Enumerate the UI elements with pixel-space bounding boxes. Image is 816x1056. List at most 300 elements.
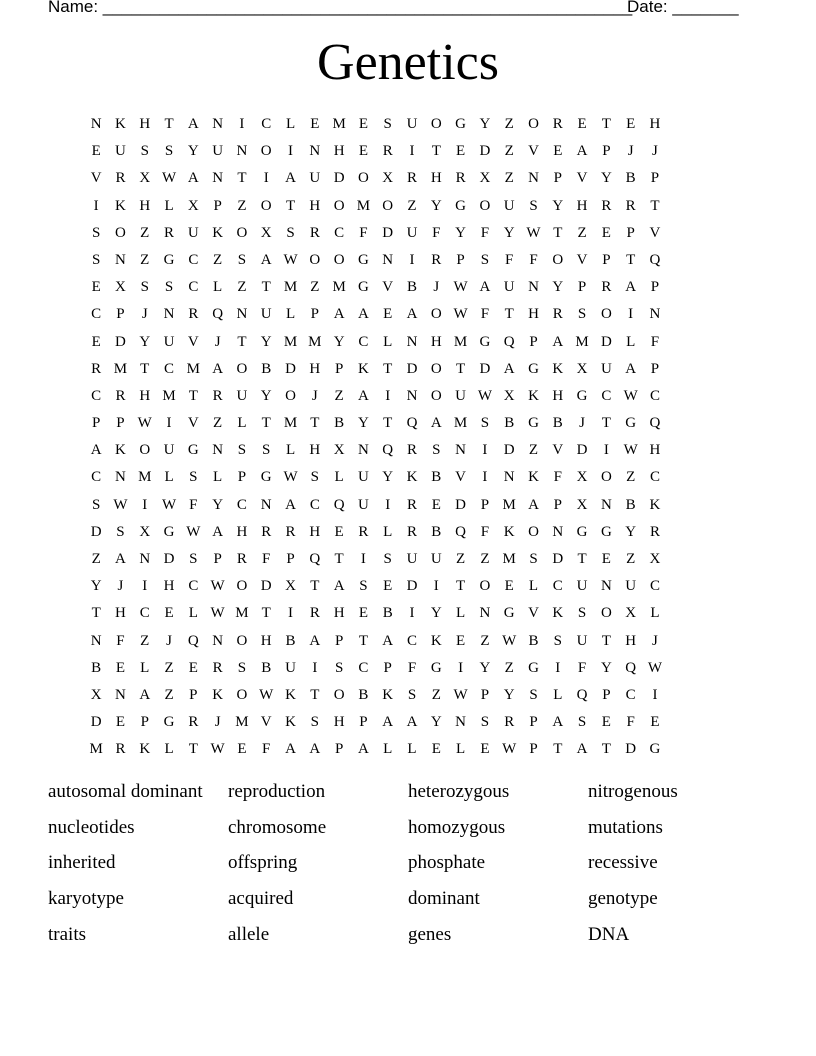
grid-letter[interactable]: T — [577, 551, 587, 567]
grid-letter[interactable]: I — [482, 442, 488, 459]
grid-letter[interactable]: R — [115, 741, 126, 758]
grid-letter[interactable]: A — [406, 306, 418, 323]
grid-letter[interactable]: P — [553, 496, 562, 513]
grid-letter[interactable]: N — [455, 442, 467, 459]
grid-letter[interactable]: H — [139, 116, 151, 132]
grid-letter[interactable]: I — [385, 496, 391, 513]
grid-letter[interactable]: W — [623, 387, 638, 404]
grid-letter[interactable]: U — [406, 551, 418, 567]
grid-letter[interactable]: T — [601, 632, 611, 649]
grid-letter[interactable]: Y — [503, 686, 515, 703]
grid-letter[interactable]: X — [649, 551, 661, 567]
grid-letter[interactable]: P — [602, 686, 611, 703]
grid-letter[interactable]: G — [625, 415, 637, 432]
grid-letter[interactable]: R — [407, 496, 418, 513]
grid-letter[interactable]: P — [91, 415, 101, 432]
grid-letter[interactable]: S — [91, 251, 101, 268]
grid-letter[interactable]: F — [116, 632, 125, 649]
grid-letter[interactable]: Y — [260, 387, 272, 404]
grid-letter[interactable]: W — [453, 279, 468, 296]
grid-letter[interactable]: C — [649, 578, 660, 595]
grid-letter[interactable]: T — [383, 360, 393, 377]
grid-letter[interactable]: N — [163, 306, 175, 323]
grid-letter[interactable]: W — [502, 632, 517, 649]
grid-letter[interactable]: X — [260, 224, 272, 241]
grid-letter[interactable]: N — [90, 632, 102, 649]
grid-letter[interactable]: A — [333, 306, 345, 323]
grid-letter[interactable]: Y — [552, 197, 564, 214]
grid-letter[interactable]: S — [577, 306, 587, 323]
grid-letter[interactable]: V — [260, 714, 272, 731]
grid-letter[interactable]: Y — [139, 333, 151, 350]
grid-letter[interactable]: I — [288, 143, 294, 160]
grid-letter[interactable]: U — [163, 442, 175, 459]
grid-letter[interactable]: Q — [455, 523, 467, 540]
grid-letter[interactable]: M — [283, 279, 298, 296]
grid-letter[interactable]: U — [260, 306, 272, 323]
grid-letter[interactable]: Z — [140, 224, 150, 241]
grid-letter[interactable]: C — [91, 387, 102, 404]
grid-letter[interactable]: L — [650, 605, 660, 622]
grid-letter[interactable]: G — [455, 116, 467, 132]
grid-letter[interactable]: Q — [309, 551, 321, 567]
grid-letter[interactable]: S — [383, 116, 392, 132]
grid-letter[interactable]: N — [552, 523, 564, 540]
grid-letter[interactable]: Z — [310, 279, 320, 296]
grid-letter[interactable]: P — [334, 360, 344, 377]
grid-letter[interactable]: P — [213, 551, 222, 567]
grid-letter[interactable]: X — [285, 578, 296, 595]
grid-letter[interactable]: O — [333, 686, 345, 703]
grid-letter[interactable]: I — [409, 251, 415, 268]
grid-letter[interactable]: S — [189, 469, 198, 486]
grid-letter[interactable]: E — [358, 116, 368, 132]
grid-letter[interactable]: T — [650, 197, 660, 214]
grid-letter[interactable]: A — [357, 741, 369, 758]
grid-letter[interactable]: I — [93, 197, 99, 214]
grid-letter[interactable]: G — [163, 251, 175, 268]
grid-letter[interactable]: S — [553, 632, 562, 649]
grid-letter[interactable]: Z — [504, 116, 514, 132]
grid-letter[interactable]: O — [528, 116, 539, 132]
grid-letter[interactable]: X — [115, 279, 126, 296]
grid-letter[interactable]: O — [528, 523, 539, 540]
grid-letter[interactable]: I — [652, 686, 658, 703]
grid-letter[interactable]: A — [382, 714, 394, 731]
grid-letter[interactable]: R — [407, 170, 418, 187]
grid-letter[interactable]: J — [579, 415, 585, 432]
grid-letter[interactable]: N — [357, 442, 369, 459]
grid-letter[interactable]: U — [406, 116, 418, 132]
grid-letter[interactable]: A — [212, 523, 224, 540]
grid-letter[interactable]: H — [528, 306, 539, 323]
grid-letter[interactable]: T — [456, 360, 466, 377]
grid-letter[interactable]: N — [600, 578, 612, 595]
grid-letter[interactable]: I — [409, 143, 415, 160]
grid-letter[interactable]: O — [236, 632, 248, 649]
grid-letter[interactable]: U — [503, 197, 515, 214]
grid-letter[interactable]: S — [116, 523, 125, 540]
grid-letter[interactable]: W — [137, 415, 152, 432]
grid-letter[interactable]: A — [552, 333, 564, 350]
grid-letter[interactable]: X — [576, 469, 588, 486]
grid-letter[interactable]: E — [115, 714, 126, 731]
grid-letter[interactable]: G — [163, 523, 175, 540]
grid-letter[interactable]: U — [600, 360, 612, 377]
grid-letter[interactable]: E — [480, 741, 490, 758]
grid-letter[interactable]: F — [480, 224, 490, 241]
grid-letter[interactable]: Q — [333, 496, 345, 513]
grid-letter[interactable]: S — [286, 224, 295, 241]
grid-letter[interactable]: R — [309, 224, 320, 241]
grid-letter[interactable]: W — [161, 496, 177, 513]
grid-letter[interactable]: D — [260, 578, 272, 595]
grid-letter[interactable]: D — [285, 360, 296, 377]
grid-letter[interactable]: G — [503, 605, 515, 622]
grid-letter[interactable]: S — [480, 714, 490, 731]
grid-letter[interactable]: K — [430, 632, 442, 649]
grid-letter[interactable]: O — [236, 686, 248, 703]
grid-letter[interactable]: K — [552, 360, 564, 377]
grid-letter[interactable]: X — [503, 387, 515, 404]
grid-letter[interactable]: V — [528, 605, 539, 622]
grid-letter[interactable]: C — [309, 496, 320, 513]
grid-letter[interactable]: S — [140, 143, 149, 160]
grid-letter[interactable]: A — [528, 496, 539, 513]
grid-letter[interactable]: U — [357, 496, 369, 513]
grid-letter[interactable]: N — [503, 469, 515, 486]
grid-letter[interactable]: X — [187, 197, 199, 214]
grid-letter[interactable]: O — [260, 143, 272, 160]
grid-letter[interactable]: I — [263, 170, 269, 187]
grid-letter[interactable]: U — [455, 387, 467, 404]
grid-letter[interactable]: O — [333, 197, 345, 214]
grid-letter[interactable]: M — [502, 551, 516, 567]
grid-letter[interactable]: L — [383, 523, 393, 540]
grid-letter[interactable]: M — [308, 333, 322, 350]
grid-letter[interactable]: N — [528, 279, 539, 296]
grid-letter[interactable]: U — [503, 279, 515, 296]
grid-letter[interactable]: I — [142, 496, 148, 513]
grid-letter[interactable]: Y — [479, 659, 491, 676]
grid-letter[interactable]: R — [407, 523, 418, 540]
grid-letter[interactable]: O — [139, 442, 151, 459]
grid-letter[interactable]: O — [479, 578, 491, 595]
grid-letter[interactable]: P — [383, 659, 392, 676]
grid-letter[interactable]: H — [260, 632, 272, 649]
grid-letter[interactable]: W — [186, 523, 201, 540]
grid-letter[interactable]: J — [117, 578, 124, 595]
grid-letter[interactable]: Z — [577, 224, 587, 241]
grid-letter[interactable]: W — [113, 496, 128, 513]
grid-letter[interactable]: M — [453, 333, 468, 350]
grid-letter[interactable]: H — [576, 197, 588, 214]
grid-letter[interactable]: P — [626, 224, 635, 241]
grid-letter[interactable]: W — [453, 686, 468, 703]
grid-letter[interactable]: P — [480, 496, 490, 513]
grid-letter[interactable]: A — [576, 741, 588, 758]
grid-letter[interactable]: F — [359, 224, 368, 241]
grid-letter[interactable]: X — [333, 442, 345, 459]
grid-letter[interactable]: W — [477, 387, 492, 404]
grid-letter[interactable]: K — [406, 469, 418, 486]
grid-letter[interactable]: X — [625, 605, 637, 622]
grid-letter[interactable]: E — [601, 551, 611, 567]
grid-letter[interactable]: C — [188, 578, 199, 595]
grid-letter[interactable]: N — [406, 387, 418, 404]
grid-letter[interactable]: S — [310, 714, 319, 731]
grid-letter[interactable]: S — [432, 442, 441, 459]
grid-letter[interactable]: R — [261, 523, 272, 540]
grid-letter[interactable]: V — [382, 279, 394, 296]
grid-letter[interactable]: K — [115, 442, 126, 459]
grid-letter[interactable]: K — [552, 605, 564, 622]
grid-letter[interactable]: K — [139, 741, 151, 758]
grid-letter[interactable]: O — [600, 469, 612, 486]
grid-letter[interactable]: A — [552, 714, 564, 731]
grid-letter[interactable]: S — [164, 143, 174, 160]
grid-letter[interactable]: F — [262, 551, 271, 567]
grid-letter[interactable]: P — [650, 170, 660, 187]
grid-letter[interactable]: T — [310, 686, 320, 703]
grid-letter[interactable]: H — [430, 333, 442, 350]
grid-letter[interactable]: L — [164, 469, 174, 486]
grid-letter[interactable]: C — [407, 632, 418, 649]
grid-letter[interactable]: I — [239, 116, 245, 132]
grid-letter[interactable]: O — [552, 251, 564, 268]
grid-letter[interactable]: N — [90, 116, 102, 132]
name-field-label[interactable]: Name: ________________________________________________________ — [48, 0, 633, 16]
grid-letter[interactable]: D — [90, 714, 102, 731]
grid-letter[interactable]: N — [382, 251, 394, 268]
grid-letter[interactable]: S — [529, 197, 538, 214]
grid-letter[interactable]: J — [166, 632, 172, 649]
grid-letter[interactable]: Y — [187, 143, 199, 160]
grid-letter[interactable]: G — [528, 360, 539, 377]
grid-letter[interactable]: A — [357, 306, 369, 323]
grid-letter[interactable]: T — [504, 306, 514, 323]
grid-letter[interactable]: R — [625, 197, 636, 214]
grid-letter[interactable]: D — [503, 442, 515, 459]
grid-letter[interactable]: S — [189, 551, 198, 567]
grid-letter[interactable]: F — [407, 659, 417, 676]
grid-letter[interactable]: A — [212, 360, 224, 377]
grid-letter[interactable]: L — [164, 741, 174, 758]
grid-letter[interactable]: X — [139, 170, 151, 187]
grid-letter[interactable]: R — [601, 197, 612, 214]
grid-letter[interactable]: M — [283, 415, 298, 432]
grid-letter[interactable]: H — [333, 605, 345, 622]
grid-letter[interactable]: T — [140, 360, 150, 377]
grid-letter[interactable]: D — [382, 224, 394, 241]
grid-letter[interactable]: O — [236, 578, 248, 595]
grid-letter[interactable]: B — [625, 496, 636, 513]
grid-letter[interactable]: P — [359, 714, 368, 731]
grid-letter[interactable]: K — [212, 686, 224, 703]
grid-letter[interactable]: V — [455, 469, 467, 486]
grid-letter[interactable]: S — [140, 279, 149, 296]
grid-letter[interactable]: M — [502, 496, 516, 513]
grid-letter[interactable]: E — [237, 741, 247, 758]
grid-letter[interactable]: U — [309, 170, 321, 187]
grid-letter[interactable]: S — [91, 224, 101, 241]
grid-letter[interactable]: P — [650, 279, 660, 296]
grid-letter[interactable]: O — [600, 306, 612, 323]
grid-letter[interactable]: G — [430, 659, 442, 676]
grid-letter[interactable]: A — [309, 741, 321, 758]
grid-letter[interactable]: W — [210, 578, 225, 595]
grid-letter[interactable]: O — [600, 605, 612, 622]
grid-letter[interactable]: C — [91, 306, 102, 323]
grid-letter[interactable]: N — [212, 442, 224, 459]
grid-letter[interactable]: J — [433, 279, 440, 296]
grid-letter[interactable]: Q — [649, 415, 661, 432]
grid-letter[interactable]: Q — [212, 306, 224, 323]
grid-letter[interactable]: G — [600, 523, 612, 540]
grid-letter[interactable]: Y — [430, 197, 442, 214]
grid-letter[interactable]: U — [285, 659, 296, 676]
grid-letter[interactable]: Y — [382, 469, 394, 486]
grid-letter[interactable]: R — [91, 360, 102, 377]
grid-letter[interactable]: H — [309, 197, 321, 214]
grid-letter[interactable]: I — [166, 415, 172, 432]
grid-letter[interactable]: R — [236, 551, 247, 567]
grid-letter[interactable]: Y — [430, 714, 442, 731]
grid-letter[interactable]: B — [91, 659, 102, 676]
grid-letter[interactable]: W — [283, 469, 298, 486]
grid-letter[interactable]: D — [163, 551, 175, 567]
grid-letter[interactable]: P — [456, 251, 465, 268]
grid-letter[interactable]: J — [141, 306, 148, 323]
grid-letter[interactable]: F — [626, 714, 635, 731]
grid-letter[interactable]: V — [576, 251, 588, 268]
grid-letter[interactable]: Z — [480, 632, 490, 649]
grid-letter[interactable]: N — [528, 170, 539, 187]
grid-letter[interactable]: G — [455, 197, 467, 214]
grid-letter[interactable]: R — [552, 306, 563, 323]
grid-letter[interactable]: M — [453, 415, 468, 432]
grid-letter[interactable]: T — [553, 741, 563, 758]
grid-letter[interactable]: Z — [504, 659, 514, 676]
grid-letter[interactable]: B — [431, 469, 442, 486]
grid-letter[interactable]: C — [188, 279, 199, 296]
grid-letter[interactable]: C — [358, 659, 369, 676]
grid-letter[interactable]: L — [334, 469, 344, 486]
grid-letter[interactable]: M — [162, 387, 176, 404]
grid-letter[interactable]: T — [601, 116, 611, 132]
grid-letter[interactable]: F — [553, 469, 562, 486]
grid-letter[interactable]: E — [91, 143, 101, 160]
grid-letter[interactable]: F — [480, 306, 490, 323]
grid-letter[interactable]: I — [628, 306, 634, 323]
grid-letter[interactable]: R — [164, 224, 175, 241]
grid-letter[interactable]: A — [479, 279, 491, 296]
grid-letter[interactable]: P — [334, 741, 344, 758]
grid-letter[interactable]: T — [237, 170, 247, 187]
grid-letter[interactable]: A — [187, 170, 199, 187]
grid-letter[interactable]: C — [649, 469, 660, 486]
grid-letter[interactable]: D — [406, 360, 418, 377]
grid-letter[interactable]: A — [285, 741, 296, 758]
grid-letter[interactable]: T — [334, 551, 344, 567]
grid-letter[interactable]: C — [261, 116, 272, 132]
grid-letter[interactable]: Z — [504, 170, 514, 187]
grid-letter[interactable]: Z — [164, 686, 174, 703]
grid-letter[interactable]: T — [261, 415, 271, 432]
grid-letter[interactable]: Q — [649, 251, 661, 268]
grid-letter[interactable]: R — [455, 170, 466, 187]
grid-letter[interactable]: Z — [237, 279, 247, 296]
grid-letter[interactable]: P — [310, 306, 319, 323]
grid-letter[interactable]: R — [188, 306, 199, 323]
grid-letter[interactable]: E — [456, 632, 466, 649]
grid-letter[interactable]: B — [552, 415, 563, 432]
grid-letter[interactable]: S — [359, 578, 368, 595]
grid-letter[interactable]: A — [382, 632, 394, 649]
grid-letter[interactable]: D — [625, 741, 637, 758]
grid-letter[interactable]: Y — [503, 224, 515, 241]
grid-letter[interactable]: H — [333, 143, 345, 160]
grid-letter[interactable]: Y — [357, 415, 369, 432]
grid-letter[interactable]: H — [115, 605, 126, 622]
grid-letter[interactable]: F — [432, 224, 441, 241]
grid-letter[interactable]: O — [357, 170, 369, 187]
grid-letter[interactable]: S — [237, 659, 247, 676]
grid-letter[interactable]: C — [91, 469, 102, 486]
grid-letter[interactable]: S — [237, 442, 247, 459]
grid-letter[interactable]: P — [140, 714, 149, 731]
grid-letter[interactable]: J — [214, 714, 221, 731]
grid-letter[interactable]: U — [430, 551, 442, 567]
grid-letter[interactable]: Q — [625, 659, 637, 676]
grid-letter[interactable]: K — [528, 469, 539, 486]
grid-letter[interactable]: L — [456, 741, 466, 758]
grid-letter[interactable]: T — [310, 415, 320, 432]
grid-letter[interactable]: O — [479, 197, 491, 214]
grid-letter[interactable]: O — [115, 224, 126, 241]
grid-letter[interactable]: S — [383, 551, 392, 567]
grid-letter[interactable]: C — [164, 360, 175, 377]
grid-letter[interactable]: E — [577, 116, 587, 132]
grid-letter[interactable]: P — [116, 415, 125, 432]
grid-letter[interactable]: A — [260, 251, 272, 268]
grid-letter[interactable]: L — [164, 197, 174, 214]
grid-letter[interactable]: S — [529, 551, 538, 567]
grid-letter[interactable]: K — [285, 714, 296, 731]
grid-letter[interactable]: S — [164, 279, 174, 296]
grid-letter[interactable]: S — [91, 496, 101, 513]
grid-letter[interactable]: B — [504, 415, 515, 432]
grid-letter[interactable]: T — [431, 143, 441, 160]
grid-letter[interactable]: D — [479, 360, 491, 377]
grid-letter[interactable]: C — [649, 387, 660, 404]
grid-letter[interactable]: S — [529, 686, 538, 703]
grid-letter[interactable]: Q — [503, 333, 515, 350]
grid-letter[interactable]: E — [504, 578, 514, 595]
grid-letter[interactable]: A — [333, 578, 345, 595]
grid-letter[interactable]: U — [576, 578, 588, 595]
grid-letter[interactable]: J — [652, 632, 658, 649]
grid-letter[interactable]: U — [115, 143, 126, 160]
grid-letter[interactable]: N — [406, 333, 418, 350]
grid-letter[interactable]: Y — [479, 116, 491, 132]
grid-letter[interactable]: H — [333, 714, 345, 731]
grid-letter[interactable]: R — [382, 143, 393, 160]
grid-letter[interactable]: C — [334, 224, 345, 241]
grid-letter[interactable]: H — [139, 387, 151, 404]
grid-letter[interactable]: T — [164, 116, 174, 132]
grid-letter[interactable]: D — [115, 333, 126, 350]
